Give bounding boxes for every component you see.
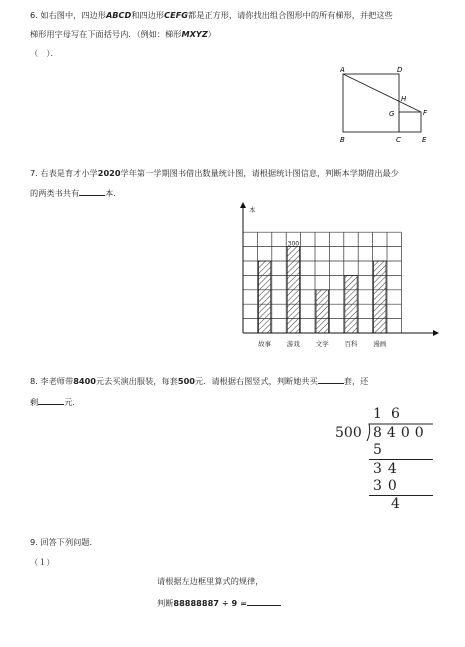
q7-line1 bbox=[30, 167, 399, 179]
q8-text-a: 李老师带 bbox=[40, 376, 74, 386]
q9-sub: （１） bbox=[30, 557, 55, 567]
x-axis-arrow bbox=[433, 330, 439, 336]
divisor: 500 bbox=[335, 425, 362, 441]
bar-data-label: 300 bbox=[287, 240, 300, 248]
square-cefg bbox=[399, 112, 421, 132]
q7-year: 2020 bbox=[97, 168, 121, 178]
q9-answer-blank[interactable] bbox=[247, 596, 281, 606]
label-b: B bbox=[340, 136, 345, 144]
line-af bbox=[343, 74, 421, 112]
q6-shape2: CEFG bbox=[164, 10, 189, 20]
q6-text-a: 如右图中，四边形 bbox=[40, 10, 106, 20]
q8-text-c: 元．请根据右图竖式，判断她共买 bbox=[194, 376, 318, 386]
q7-bar-chart bbox=[230, 200, 440, 355]
bar-4 bbox=[345, 275, 357, 333]
bar-5 bbox=[374, 261, 386, 333]
q8-price: 500 bbox=[177, 376, 195, 386]
bar-1 bbox=[258, 261, 270, 333]
category-label: 游戏 bbox=[286, 340, 300, 348]
category-label: 百科 bbox=[344, 340, 358, 348]
q6-line1 bbox=[30, 9, 393, 21]
step-2: 34 bbox=[373, 461, 403, 477]
q8-text-e: 剩 bbox=[30, 397, 39, 407]
rule-1 bbox=[369, 459, 433, 460]
q8-text-d: 套，还 bbox=[343, 376, 369, 386]
label-e: E bbox=[422, 136, 427, 144]
q7-text-d: 本． bbox=[105, 188, 122, 198]
bar-2 bbox=[287, 247, 299, 333]
q6-line2 bbox=[30, 28, 216, 40]
q9-expression-line bbox=[157, 596, 281, 609]
q6-text-e: ） bbox=[207, 29, 216, 39]
bar-3 bbox=[316, 290, 328, 333]
q8-line1 bbox=[30, 374, 368, 387]
q8-remainder-blank[interactable] bbox=[38, 395, 64, 405]
label-a: A bbox=[340, 66, 345, 74]
q9-number: 9. bbox=[30, 537, 38, 547]
q8-text-f: 元． bbox=[64, 397, 81, 407]
q7-answer-blank[interactable] bbox=[79, 186, 105, 196]
label-f: F bbox=[423, 109, 428, 117]
q6-example: MXYZ bbox=[181, 29, 208, 39]
quotient-digit-2: 6 bbox=[391, 406, 400, 422]
q6-text-b: 和四边形 bbox=[131, 10, 165, 20]
category-label: 漫画 bbox=[373, 340, 387, 348]
q6-text-c: 都是正方形，请你找出组合图形中的所有梯形，并把这些 bbox=[188, 10, 393, 20]
label-c: C bbox=[396, 136, 401, 144]
q9-line1 bbox=[30, 536, 98, 548]
q8-amount: 8400 bbox=[73, 376, 96, 386]
q6-figure bbox=[330, 62, 440, 152]
q9-hint: 请根据左边框里算式的规律， bbox=[157, 576, 264, 586]
q8-number: 8. bbox=[30, 376, 38, 386]
square-abcd bbox=[343, 74, 399, 132]
label-g: G bbox=[389, 110, 395, 118]
step-1: 5 bbox=[373, 442, 382, 458]
remainder: 4 bbox=[391, 496, 400, 512]
quotient-digit-1: 1 bbox=[373, 406, 382, 422]
q8-long-division bbox=[335, 407, 435, 512]
label-h: H bbox=[401, 95, 407, 103]
rule-2 bbox=[369, 495, 433, 496]
q8-line2 bbox=[30, 395, 81, 408]
q6-answer-paren: （ ）． bbox=[30, 48, 59, 58]
y-axis-arrow bbox=[240, 202, 246, 208]
step-3: 30 bbox=[373, 478, 403, 494]
q7-text-c: 的两类书共有 bbox=[30, 188, 80, 198]
q8-text-b: 元去买演出服装，每套 bbox=[95, 376, 178, 386]
q9-text-pre: 判断 bbox=[157, 598, 174, 608]
q7-text-a: 右表是育才小学 bbox=[40, 168, 98, 178]
q6-shape1: ABCD bbox=[105, 10, 132, 20]
q6-number: 6. bbox=[30, 10, 38, 20]
q7-text-b: 学年第一学期图书借出数量统计图，请根据统计图信息，判断本学期借出最少 bbox=[120, 168, 399, 178]
category-label: 故事 bbox=[258, 340, 272, 348]
dividend: 8400 bbox=[373, 425, 429, 441]
q9-expression: 88888887 ÷ 9 = bbox=[173, 598, 247, 608]
q8-sets-blank[interactable] bbox=[318, 374, 344, 384]
y-axis-label: 本 bbox=[249, 206, 256, 214]
q7-number: 7. bbox=[30, 168, 38, 178]
category-label: 文学 bbox=[315, 340, 329, 348]
q7-line2 bbox=[30, 186, 122, 199]
label-d: D bbox=[397, 66, 403, 74]
q9-text: 回答下列问题． bbox=[40, 537, 98, 547]
q6-text-d: 梯形用字母写在下面括号内．（例如：梯形 bbox=[30, 29, 182, 39]
